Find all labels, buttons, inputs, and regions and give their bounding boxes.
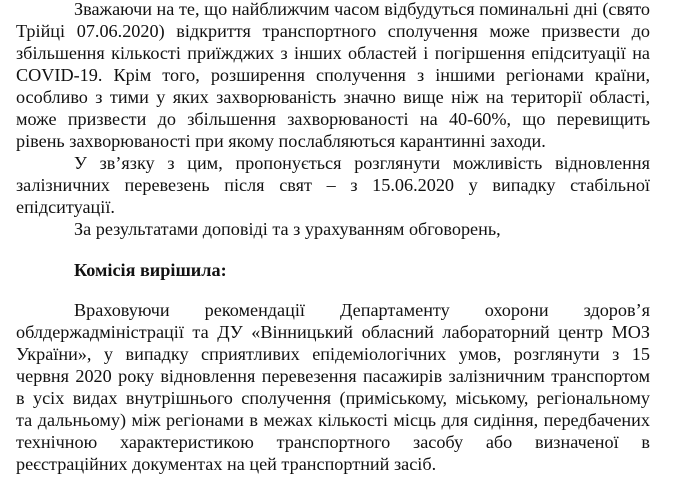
paragraph-2-line-2: залізничних перевезень після свят – з 15.06.2020 у випадку стабільної [16,175,650,195]
paragraph-4-line-7: технічною характеристикою транспортного засобу або визначеної в [16,432,650,452]
paragraph-1-line-5: особливо з тими у яких захворюваність значно вище ніж на території області, [16,87,650,107]
paragraph-1-line-6: може призвести до збільшення захворюваності на 40-60%, що перевищить [16,109,650,129]
paragraph-1-line-4: COVID-19. Крім того, розширення сполучення з іншими регіонами країни, [16,65,650,85]
paragraph-4-line-2: облдержадміністрації та ДУ «Вінницький обласний лабораторний центр МОЗ [16,322,650,342]
paragraph-3-text: За результатами доповіді та з урахуванням обговорень, [74,219,501,239]
paragraph-4-line-6: та дальньому) між регіонами в межах кількості місць для сидіння, передбачених [16,410,650,430]
paragraph-1-line-7: рівень захворюваності при якому послабляються карантинні заходи. [16,131,546,151]
paragraph-2-line-1: У зв’язку з цим, пропонується розглянути можливість відновлення [74,153,650,173]
paragraph-4-line-8: реєстраційних документах на цей транспортний засіб. [16,454,437,474]
decision-heading: Комісія вирішила: [74,260,227,280]
paragraph-4-line-5: в усіх видах внутрішнього сполучення (приміському, міському, регіональному [16,388,650,408]
paragraph-1-line-3: збільшення кількості приїжджих з інших областей і погіршення епідситуації на [16,43,650,63]
paragraph-4-line-4: червня 2020 року відновлення перевезення пасажирів залізничним транспортом [16,366,650,386]
paragraph-2-line-3: епідситуації. [16,197,115,217]
paragraph-1-line-1: Зважаючи на те, що найближчим часом відбудуться поминальні дні (свято [74,0,650,19]
paragraph-1-line-2: Трійці 07.06.2020) відкриття транспортного сполучення може призвести до [16,21,650,41]
paragraph-4-line-1: Враховуючи рекомендації Департаменту охорони здоров’я [74,300,650,320]
paragraph-4-line-3: України», у випадку сприятливих епідеміологічних умов, розглянути з 15 [16,344,650,364]
